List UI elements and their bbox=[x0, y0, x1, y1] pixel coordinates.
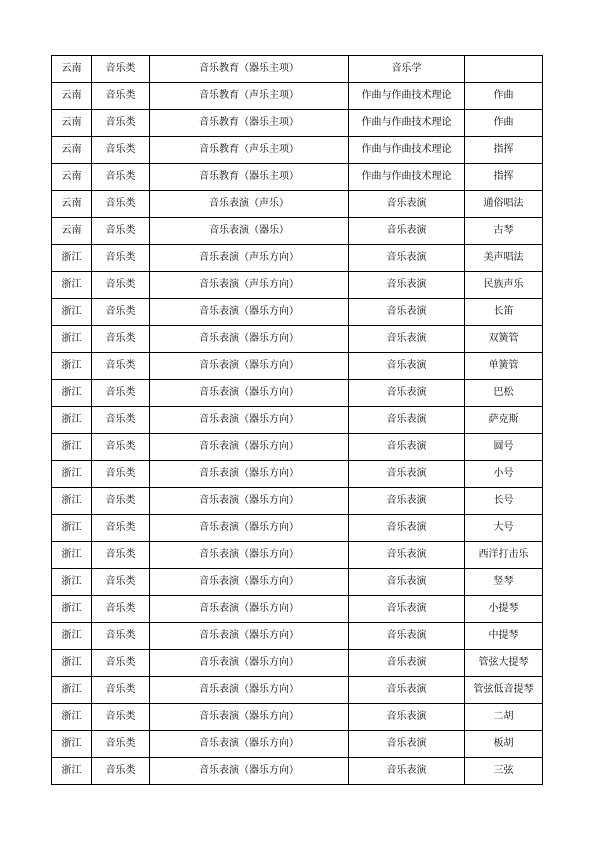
province-cell: 浙江 bbox=[52, 542, 92, 569]
direction-cell: 双簧管 bbox=[465, 326, 543, 353]
category-cell: 音乐类 bbox=[92, 488, 150, 515]
province-cell: 浙江 bbox=[52, 245, 92, 272]
category-cell: 音乐类 bbox=[92, 731, 150, 758]
province-cell: 云南 bbox=[52, 137, 92, 164]
exam-major-cell: 音乐表演（器乐方向） bbox=[150, 596, 349, 623]
exam-major-cell: 音乐表演（器乐方向） bbox=[150, 623, 349, 650]
table-row bbox=[52, 569, 543, 596]
table-row bbox=[52, 650, 543, 677]
enroll-major-cell: 作曲与作曲技术理论 bbox=[349, 110, 465, 137]
table-row bbox=[52, 542, 543, 569]
province-cell: 浙江 bbox=[52, 596, 92, 623]
table-row bbox=[52, 110, 543, 137]
enroll-major-cell: 音乐表演 bbox=[349, 623, 465, 650]
table-row bbox=[52, 434, 543, 461]
direction-cell: 长笛 bbox=[465, 299, 543, 326]
direction-cell: 管弦大提琴 bbox=[465, 650, 543, 677]
province-cell: 云南 bbox=[52, 191, 92, 218]
category-cell: 音乐类 bbox=[92, 758, 150, 785]
province-cell: 浙江 bbox=[52, 272, 92, 299]
category-cell: 音乐类 bbox=[92, 704, 150, 731]
enroll-major-cell: 音乐表演 bbox=[349, 299, 465, 326]
table-row bbox=[52, 164, 543, 191]
province-cell: 浙江 bbox=[52, 380, 92, 407]
document-page bbox=[51, 55, 542, 785]
category-cell: 音乐类 bbox=[92, 677, 150, 704]
admissions-table bbox=[51, 55, 543, 785]
category-cell: 音乐类 bbox=[92, 326, 150, 353]
table-row bbox=[52, 56, 543, 83]
province-cell: 云南 bbox=[52, 83, 92, 110]
table-row bbox=[52, 380, 543, 407]
direction-cell: 大号 bbox=[465, 515, 543, 542]
table-row bbox=[52, 272, 543, 299]
exam-major-cell: 音乐表演（器乐方向） bbox=[150, 515, 349, 542]
province-cell: 浙江 bbox=[52, 569, 92, 596]
category-cell: 音乐类 bbox=[92, 380, 150, 407]
category-cell: 音乐类 bbox=[92, 569, 150, 596]
table-row bbox=[52, 461, 543, 488]
category-cell: 音乐类 bbox=[92, 353, 150, 380]
exam-major-cell: 音乐表演（器乐方向） bbox=[150, 407, 349, 434]
enroll-major-cell: 音乐表演 bbox=[349, 515, 465, 542]
category-cell: 音乐类 bbox=[92, 434, 150, 461]
direction-cell: 民族声乐 bbox=[465, 272, 543, 299]
enroll-major-cell: 音乐表演 bbox=[349, 272, 465, 299]
category-cell: 音乐类 bbox=[92, 407, 150, 434]
province-cell: 浙江 bbox=[52, 488, 92, 515]
table-row bbox=[52, 731, 543, 758]
exam-major-cell: 音乐表演（声乐） bbox=[150, 191, 349, 218]
enroll-major-cell: 音乐表演 bbox=[349, 704, 465, 731]
direction-cell: 中提琴 bbox=[465, 623, 543, 650]
exam-major-cell: 音乐表演（器乐方向） bbox=[150, 542, 349, 569]
enroll-major-cell: 音乐表演 bbox=[349, 380, 465, 407]
category-cell: 音乐类 bbox=[92, 191, 150, 218]
exam-major-cell: 音乐表演（器乐方向） bbox=[150, 461, 349, 488]
province-cell: 浙江 bbox=[52, 515, 92, 542]
province-cell: 云南 bbox=[52, 218, 92, 245]
direction-cell: 作曲 bbox=[465, 83, 543, 110]
enroll-major-cell: 音乐表演 bbox=[349, 218, 465, 245]
table-row bbox=[52, 137, 543, 164]
enroll-major-cell: 音乐表演 bbox=[349, 758, 465, 785]
table-row bbox=[52, 623, 543, 650]
direction-cell: 萨克斯 bbox=[465, 407, 543, 434]
table-row bbox=[52, 677, 543, 704]
table-row bbox=[52, 299, 543, 326]
enroll-major-cell: 作曲与作曲技术理论 bbox=[349, 83, 465, 110]
exam-major-cell: 音乐教育（器乐主项） bbox=[150, 164, 349, 191]
exam-major-cell: 音乐表演（声乐方向） bbox=[150, 245, 349, 272]
province-cell: 云南 bbox=[52, 164, 92, 191]
direction-cell: 二胡 bbox=[465, 704, 543, 731]
province-cell: 浙江 bbox=[52, 434, 92, 461]
table-row bbox=[52, 218, 543, 245]
province-cell: 浙江 bbox=[52, 704, 92, 731]
exam-major-cell: 音乐表演（器乐方向） bbox=[150, 569, 349, 596]
direction-cell: 美声唱法 bbox=[465, 245, 543, 272]
table-row bbox=[52, 515, 543, 542]
direction-cell: 板胡 bbox=[465, 731, 543, 758]
direction-cell: 三弦 bbox=[465, 758, 543, 785]
exam-major-cell: 音乐表演（器乐方向） bbox=[150, 353, 349, 380]
exam-major-cell: 音乐表演（器乐方向） bbox=[150, 677, 349, 704]
category-cell: 音乐类 bbox=[92, 461, 150, 488]
direction-cell: 管弦低音提琴 bbox=[465, 677, 543, 704]
direction-cell: 通俗唱法 bbox=[465, 191, 543, 218]
enroll-major-cell: 音乐表演 bbox=[349, 731, 465, 758]
enroll-major-cell: 作曲与作曲技术理论 bbox=[349, 137, 465, 164]
direction-cell: 指挥 bbox=[465, 164, 543, 191]
enroll-major-cell: 音乐表演 bbox=[349, 407, 465, 434]
direction-cell: 竖琴 bbox=[465, 569, 543, 596]
table-row bbox=[52, 407, 543, 434]
province-cell: 浙江 bbox=[52, 299, 92, 326]
direction-cell: 圆号 bbox=[465, 434, 543, 461]
enroll-major-cell: 音乐表演 bbox=[349, 596, 465, 623]
enroll-major-cell: 音乐表演 bbox=[349, 461, 465, 488]
province-cell: 浙江 bbox=[52, 407, 92, 434]
exam-major-cell: 音乐教育（器乐主项） bbox=[150, 56, 349, 83]
category-cell: 音乐类 bbox=[92, 110, 150, 137]
province-cell: 浙江 bbox=[52, 623, 92, 650]
exam-major-cell: 音乐表演（器乐方向） bbox=[150, 299, 349, 326]
category-cell: 音乐类 bbox=[92, 542, 150, 569]
category-cell: 音乐类 bbox=[92, 83, 150, 110]
table-row bbox=[52, 191, 543, 218]
table-row bbox=[52, 596, 543, 623]
exam-major-cell: 音乐表演（器乐方向） bbox=[150, 380, 349, 407]
enroll-major-cell: 音乐表演 bbox=[349, 677, 465, 704]
province-cell: 云南 bbox=[52, 110, 92, 137]
exam-major-cell: 音乐表演（器乐方向） bbox=[150, 731, 349, 758]
enroll-major-cell: 音乐表演 bbox=[349, 488, 465, 515]
table-row bbox=[52, 326, 543, 353]
exam-major-cell: 音乐教育（声乐主项） bbox=[150, 83, 349, 110]
enroll-major-cell: 音乐表演 bbox=[349, 542, 465, 569]
exam-major-cell: 音乐表演（器乐方向） bbox=[150, 758, 349, 785]
province-cell: 浙江 bbox=[52, 353, 92, 380]
direction-cell: 古琴 bbox=[465, 218, 543, 245]
category-cell: 音乐类 bbox=[92, 245, 150, 272]
enroll-major-cell: 音乐表演 bbox=[349, 353, 465, 380]
province-cell: 浙江 bbox=[52, 326, 92, 353]
direction-cell: 西洋打击乐 bbox=[465, 542, 543, 569]
enroll-major-cell: 音乐表演 bbox=[349, 569, 465, 596]
province-cell: 浙江 bbox=[52, 731, 92, 758]
category-cell: 音乐类 bbox=[92, 164, 150, 191]
province-cell: 浙江 bbox=[52, 650, 92, 677]
exam-major-cell: 音乐教育（声乐主项） bbox=[150, 137, 349, 164]
exam-major-cell: 音乐表演（声乐方向） bbox=[150, 272, 349, 299]
exam-major-cell: 音乐表演（器乐方向） bbox=[150, 326, 349, 353]
category-cell: 音乐类 bbox=[92, 137, 150, 164]
category-cell: 音乐类 bbox=[92, 515, 150, 542]
exam-major-cell: 音乐表演（器乐） bbox=[150, 218, 349, 245]
direction-cell: 指挥 bbox=[465, 137, 543, 164]
exam-major-cell: 音乐表演（器乐方向） bbox=[150, 434, 349, 461]
table-row bbox=[52, 704, 543, 731]
enroll-major-cell: 音乐表演 bbox=[349, 191, 465, 218]
enroll-major-cell: 音乐表演 bbox=[349, 245, 465, 272]
direction-cell: 小号 bbox=[465, 461, 543, 488]
table-row bbox=[52, 758, 543, 785]
direction-cell: 巴松 bbox=[465, 380, 543, 407]
enroll-major-cell: 音乐学 bbox=[349, 56, 465, 83]
enroll-major-cell: 音乐表演 bbox=[349, 434, 465, 461]
category-cell: 音乐类 bbox=[92, 56, 150, 83]
province-cell: 浙江 bbox=[52, 461, 92, 488]
province-cell: 浙江 bbox=[52, 677, 92, 704]
direction-cell bbox=[465, 56, 543, 83]
category-cell: 音乐类 bbox=[92, 218, 150, 245]
exam-major-cell: 音乐教育（器乐主项） bbox=[150, 110, 349, 137]
enroll-major-cell: 作曲与作曲技术理论 bbox=[349, 164, 465, 191]
direction-cell: 长号 bbox=[465, 488, 543, 515]
category-cell: 音乐类 bbox=[92, 299, 150, 326]
exam-major-cell: 音乐表演（器乐方向） bbox=[150, 650, 349, 677]
category-cell: 音乐类 bbox=[92, 272, 150, 299]
table-row bbox=[52, 488, 543, 515]
direction-cell: 作曲 bbox=[465, 110, 543, 137]
direction-cell: 小提琴 bbox=[465, 596, 543, 623]
direction-cell: 单簧管 bbox=[465, 353, 543, 380]
enroll-major-cell: 音乐表演 bbox=[349, 326, 465, 353]
table-row bbox=[52, 83, 543, 110]
province-cell: 云南 bbox=[52, 56, 92, 83]
category-cell: 音乐类 bbox=[92, 650, 150, 677]
exam-major-cell: 音乐表演（器乐方向） bbox=[150, 704, 349, 731]
exam-major-cell: 音乐表演（器乐方向） bbox=[150, 488, 349, 515]
enroll-major-cell: 音乐表演 bbox=[349, 650, 465, 677]
table-row bbox=[52, 353, 543, 380]
category-cell: 音乐类 bbox=[92, 623, 150, 650]
province-cell: 浙江 bbox=[52, 758, 92, 785]
table-body bbox=[52, 56, 543, 785]
table-row bbox=[52, 245, 543, 272]
category-cell: 音乐类 bbox=[92, 596, 150, 623]
